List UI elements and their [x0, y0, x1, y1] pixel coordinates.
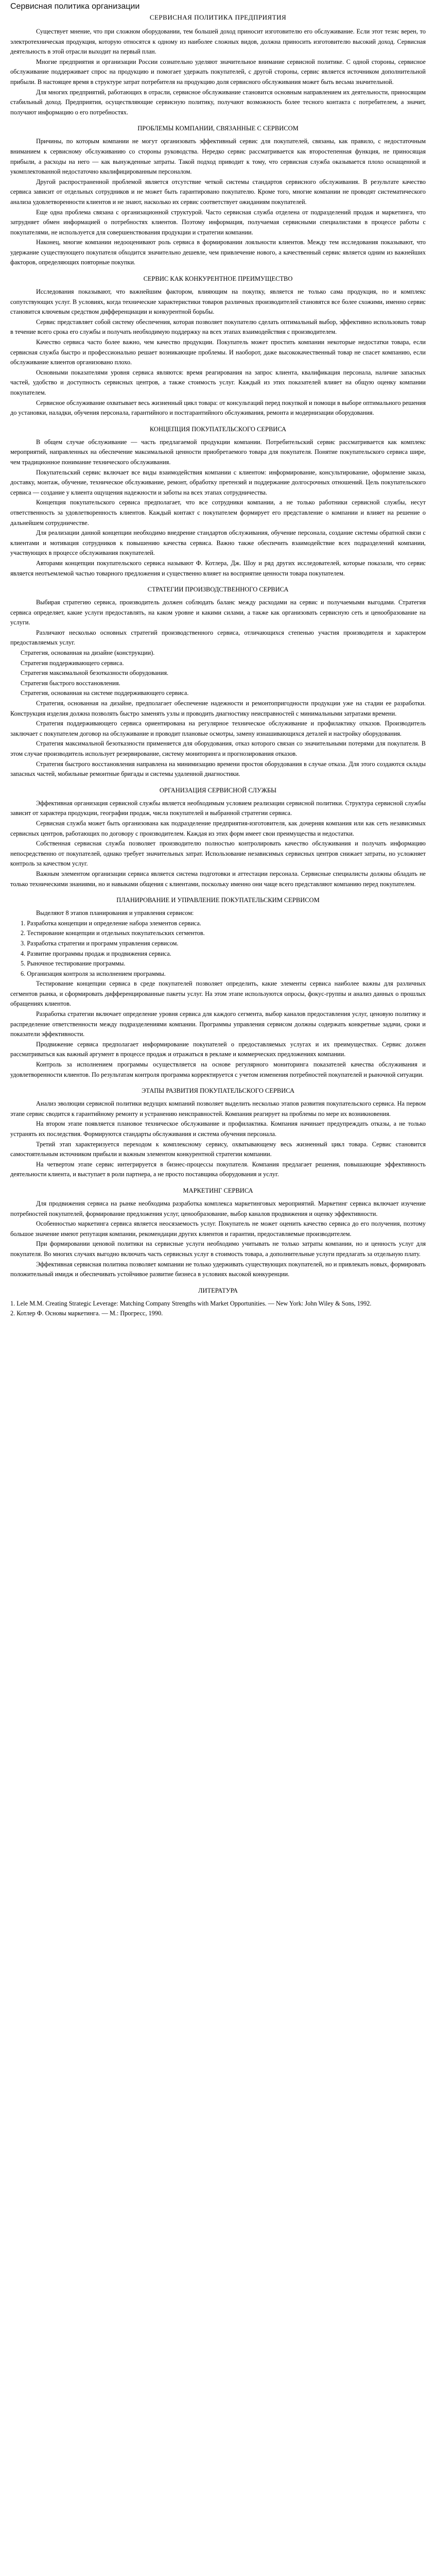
- paragraph: Стратегия, основанная на дизайне, предполагает обеспечение надежности и ремонтопригодности продукции уже на стадии ее разработки. Конструкция изделия должна позволять быстро заменять узлы и проводить диагностику неисправностей с минимальными затратами времени.: [10, 700, 426, 717]
- paragraph: Продвижение сервиса предполагает информирование покупателей о предоставляемых услугах и их преимуществах. Сервис должен рассматриваться как важный аргумент в процессе продаж и отражаться в рекламе и коммерческих предложениях компании.: [10, 1040, 426, 1058]
- section-heading: МАРКЕТИНГ СЕРВИСА: [183, 1187, 253, 1194]
- document-title: Сервисная политика организации: [10, 2, 140, 11]
- paragraph: Еще одна проблема связана с организационной структурой. Часто сервисная служба отделена от подразделений продаж и маркетинга, что затрудняет обмен информацией о потребностях клиентов. Поэтому информация, получаемая сервисными специалистами в процессе работы с покупателями, не используется для совершенствования продукции и стратегии компании.: [10, 208, 426, 236]
- reference-item: 1. Lele M.M. Creating Strategic Leverage: Matching Company Strengths with Market Opportunities. — New York: John Wiley & Sons, 1992.: [10, 1299, 372, 1307]
- section-heading: ПЛАНИРОВАНИЕ И УПРАВЛЕНИЕ ПОКУПАТЕЛЬСКИМ СЕРВИСОМ: [116, 896, 320, 904]
- paragraph: Разработка стратегии включает определение уровня сервиса для каждого сегмента, выбор каналов предоставления услуг, ценовую политику и распределение ответственности между подразделениями компании. Программы управления сервисом должны содержать конкретные задачи, сроки и показатели эффективности.: [10, 1010, 426, 1038]
- paragraph: Концепция покупательского сервиса предполагает, что все сотрудники компании, а не только работники сервисной службы, несут ответственность за удовлетворенность клиентов. Каждый контакт с покупателем формирует его представление о компании и влияет на решение о дальнейшем сотрудничестве.: [10, 499, 426, 527]
- paragraph: Эффективная сервисная политика позволяет компании не только удерживать существующих покупателей, но и привлекать новых, формировать положительный имидж и обеспечивать устойчивое развитие бизнеса в условиях высокой конкуренции.: [10, 1260, 426, 1278]
- list-item: Стратегия, основанная на дизайне (конструкции).: [21, 649, 155, 657]
- paragraph: Для реализации данной концепции необходимо внедрение стандартов обслуживания, обучение персонала, создание системы обратной связи с клиентами и мотивация сотрудников к повышению качества сервиса. Важно также обеспечить взаимодействие всех подразделений компании, участвующих в процессе обслуживания покупателей.: [10, 529, 426, 557]
- paragraph: Авторами концепции покупательского сервиса называют Ф. Котлера, Дж. Шоу и ряд других исследователей, которые показали, что сервис является неотъемлемой частью товарного предложения и существенно влияет на восприятие ценности товара покупателем.: [10, 559, 426, 577]
- section-heading: ПРОБЛЕМЫ КОМПАНИИ, СВЯЗАННЫЕ С СЕРВИСОМ: [137, 125, 299, 132]
- list-item: 1. Разработка концепции и определение набора элементов сервиса.: [21, 919, 201, 927]
- list-item: Стратегия максимальной безотказности оборудования.: [21, 669, 169, 677]
- paragraph: Выбирая стратегию сервиса, производитель должен соблюдать баланс между расходами на сервис и получаемыми выгодами. Стратегия сервиса определяет, какие услуги предоставлять, на каком уровне и какими силами, а также как организовать сервисную сеть и ценообразование на услуги.: [10, 599, 426, 626]
- references-heading: ЛИТЕРАТУРА: [198, 1286, 238, 1294]
- paragraph: Сервисное обслуживание охватывает весь жизненный цикл товара: от консультаций перед покупкой и помощи в выборе оптимального решения до установки, наладки, обучения персонала, гарантийного и постгарантийного обслуживания, ремонта и модернизации оборудования.: [10, 399, 426, 417]
- paragraph: Стратегия максимальной безотказности применяется для оборудования, отказ которого связан со значительными потерями для покупателя. В этом случае производитель использует резервирование, систему мониторинга и прогнозирования отказов.: [10, 740, 426, 757]
- document-subtitle: СЕРВИСНАЯ ПОЛИТИКА ПРЕДПРИЯТИЯ: [149, 13, 287, 21]
- paragraph: Стратегия поддерживающего сервиса ориентирована на регулярное техническое обслуживание и профилактику отказов. Производитель заключает с покупателем договор на обслуживание и проводит плановые осмотры, замену изнашивающихся деталей и настройку оборудования.: [10, 720, 426, 737]
- paragraph: На втором этапе появляется плановое техническое обслуживание и профилактика. Компания начинает предупреждать отказы, а не только устранять их последствия. Формируются стандарты обслуживания и система обучения персонала.: [10, 1120, 426, 1138]
- paragraph: Другой распространенной проблемой является отсутствие четкой системы стандартов сервисного обслуживания. В результате качество сервиса зависит от отдельных сотрудников и не может быть гарантировано покупателю. Кроме того, многие компании не проводят систематического анализа удовлетворенности клиентов и не знают, насколько их сервис соответствует ожиданиям покупателей.: [10, 178, 426, 206]
- paragraph: Для многих предприятий, работающих в отрасли, сервисное обслуживание становится основным направлением их деятельности, приносящим стабильный доход. Предприятия, осуществляющие сервисную политику, получают возможность более тесного контакта с потребителем, а значит, получают информацию о его потребностях.: [10, 88, 426, 116]
- list-item: 2. Тестирование концепции и отдельных покупательских сегментов.: [21, 929, 205, 937]
- section-heading: СЕРВИС КАК КОНКУРЕНТНОЕ ПРЕИМУЩЕСТВО: [143, 275, 293, 283]
- paragraph: На четвертом этапе сервис интегрируется в бизнес-процессы покупателя. Компания предлагает решения, повышающие эффективность деятельности клиента, и выступает в роли партнера, а не просто поставщика оборудования и услуг.: [10, 1160, 426, 1178]
- paragraph: Различают несколько основных стратегий производственного сервиса, отличающихся степенью участия производителя и характером предоставляемых услуг.: [10, 629, 426, 647]
- paragraph: Тестирование концепции сервиса в среде покупателей позволяет определить, какие элементы сервиса наиболее важны для различных сегментов рынка, и сформировать дифференцированные пакеты услуг. На этом этапе используются опросы, фокус-группы и анализ данных о прошлых обращениях клиентов.: [10, 980, 426, 1008]
- paragraph: Покупательский сервис включает все виды взаимодействия компании с клиентом: информирование, консультирование, оформление заказа, доставку, монтаж, обучение, техническое обслуживание, ремонт, обработку претензий и поддержание долгосрочных отношений. Цель покупательского сервиса — создание у клиента ощущения надежности и заботы на всех этапах сотрудничества.: [10, 468, 426, 496]
- reference-item: 2. Котлер Ф. Основы маркетинга. — М.: Прогресс, 1990.: [10, 1310, 163, 1317]
- paragraph: Стратегия быстрого восстановления направлена на минимизацию времени простоя оборудования в случае отказа. Для этого создаются склады запасных частей, мобильные ремонтные бригады и системы удаленной диагностики.: [10, 760, 426, 778]
- paragraph: Особенностью маркетинга сервиса является неосязаемость услуг. Покупатель не может оценить качество сервиса до его получения, поэтому большое значение имеют репутация компании, рекомендации других клиентов и гарантии, предоставляемые производителем.: [10, 1220, 426, 1238]
- paragraph: В общем случае обслуживание — часть предлагаемой продукции компании. Потребительский сервис рассматривается как комплекс мероприятий, направленных на обеспечение максимальной ценности приобретаемого товара для покупателя. Понятие покупательского сервиса шире, чем традиционное понимание технического обслуживания.: [10, 438, 426, 466]
- paragraph: Основными показателями уровня сервиса являются: время реагирования на запрос клиента, квалификация персонала, наличие запасных частей, удобство и доступность сервисных центров, а также стоимость услуг. Каждый из этих показателей влияет на общую оценку компании покупателем.: [10, 368, 426, 396]
- section-heading: КОНЦЕПЦИЯ ПОКУПАТЕЛЬСКОГО СЕРВИСА: [149, 425, 287, 433]
- paragraph: Существует мнение, что при сложном оборудовании, тем большей доход приносит изготовителю его обслуживание. Если этот тезис верен, то электротехническая продукция, которую относятся к одному из наиболее сложных видов, должна приносить изготовителю высокий доход. Сервисная деятельность в этой отрасли выходит на первый план.: [10, 28, 426, 56]
- paragraph: Наконец, многие компании недооценивают роль сервиса в формировании лояльности клиентов. Между тем исследования показывают, что удержание существующего покупателя обходится значительно дешевле, чем привлечение нового, а качественный сервис является одним из важнейших факторов, определяющих повторные покупки.: [10, 239, 426, 266]
- paragraph: Третий этап характеризуется переходом к комплексному сервису, охватывающему весь жизненный цикл товара. Сервис становится самостоятельным источником прибыли и важным элементом конкурентной стратегии компании.: [10, 1140, 426, 1158]
- paragraph: Качество сервиса часто более важно, чем качество продукции. Покупатель может простить компании некоторые недостатки товара, если сервисная служба быстро и профессионально решает возникающие проблемы. И наоборот, даже высококачественный товар не спасет компанию, если обслуживание клиентов организовано плохо.: [10, 338, 426, 366]
- paragraph: Причины, по которым компании не могут организовать эффективный сервис для покупателей, связаны, как правило, с недостаточным вниманием к сервисному обслуживанию со стороны руководства. Нередко сервис рассматривается как второстепенная функция, не приносящая прибыли, а расходы на него — как вынужденные затраты. Такой подход приводит к тому, что сервисная служба оказывается плохо оснащенной и укомплектованной недостаточно квалифицированным персоналом.: [10, 138, 426, 176]
- list-item: Стратегия поддерживающего сервиса.: [21, 659, 124, 667]
- paragraph: Сервис представляет собой систему обеспечения, которая позволяет покупателю сделать оптимальный выбор, эффективно использовать товар в течение всего срока его службы и получать необходимую поддержку на всех этапах взаимодействия с производителем.: [10, 318, 426, 336]
- paragraph: Многие предприятия и организации России сознательно уделяют значительное внимание сервисной политике. С одной стороны, сервисное обслуживание поддерживает спрос на продукцию и помогает удержать покупателей, с другой стороны, сервис является источником дополнительной прибыли. В настоящее время в структуре затрат потребителя на продукцию доля сервисного обслуживания может быть весьма значительной.: [10, 58, 426, 86]
- paragraph: При формировании ценовой политики на сервисные услуги необходимо учитывать не только затраты компании, но и ценность услуг для покупателя. Во многих случаях выгодно включать часть сервисных услуг в стоимость товара, а дополнительные услуги предлагать за отдельную плату.: [10, 1240, 426, 1258]
- section-heading: ОРГАНИЗАЦИЯ СЕРВИСНОЙ СЛУЖБЫ: [159, 786, 277, 794]
- paragraph: Важным элементом организации сервиса является система подготовки и аттестации персонала. Сервисные специалисты должны обладать не только техническими знаниями, но и навыками общения с клиентами, поскольку именно они чаще всего представляют компанию перед покупателем.: [10, 870, 426, 888]
- list-item: Стратегия, основанная на системе поддерживающего сервиса.: [21, 689, 189, 697]
- paragraph: Эффективная организация сервисной службы является необходимым условием реализации сервисной политики. Структура сервисной службы зависит от характера продукции, географии продаж, числа покупателей и выбранной стратегии сервиса.: [10, 799, 426, 817]
- section-heading: СТРАТЕГИИ ПРОИЗВОДСТВЕННОГО СЕРВИСА: [147, 586, 289, 594]
- list-item: 5. Рыночное тестирование программы.: [21, 960, 126, 968]
- paragraph: Выделяют 8 этапов планирования и управления сервисом:: [36, 909, 194, 917]
- paragraph: Исследования показывают, что важнейшим фактором, влияющим на покупку, является не только сама продукция, но и комплекс сопутствующих услуг. В условиях, когда технические характеристики товаров различных производителей становятся все более схожими, именно сервис становится ключевым средством дифференциации и конкурентной борьбы.: [10, 288, 426, 316]
- paragraph: Сервисная служба может быть организована как подразделение предприятия-изготовителя, как дочерняя компания или как сеть независимых сервисных центров, работающих по договору с производителем. Каждая из этих форм имеет свои преимущества и недостатки.: [10, 819, 426, 837]
- section-heading: ЭТАПЫ РАЗВИТИЯ ПОКУПАТЕЛЬСКОГО СЕРВИСА: [141, 1087, 295, 1095]
- list-item: 6. Организация контроля за исполнением программы.: [21, 970, 166, 977]
- document-page: [5, 0, 431, 1319]
- paragraph: Собственная сервисная служба позволяет производителю полностью контролировать качество обслуживания и получать информацию непосредственно от покупателей, однако требует значительных затрат. Использование независимых сервисных центров снижает затраты, но усложняет контроль за качеством услуг.: [10, 840, 426, 868]
- list-item: Стратегия быстрого восстановления.: [21, 679, 120, 687]
- references-list: [10, 1299, 426, 1319]
- paragraph: Анализ эволюции сервисной политики ведущих компаний позволяет выделить несколько этапов развития покупательского сервиса. На первом этапе сервис сводится к гарантийному ремонту и устранению неисправностей. Компания реагирует на проблемы по мере их возникновения.: [10, 1100, 426, 1117]
- paragraph: Для продвижения сервиса на рынке необходима разработка комплекса маркетинговых мероприятий. Маркетинг сервиса включает изучение потребностей покупателей, формирование предложения услуг, ценообразование, выбор каналов продвижения и оценку эффективности.: [10, 1199, 426, 1217]
- paragraph: Контроль за исполнением программы осуществляется на основе регулярного мониторинга показателей качества обслуживания и удовлетворенности клиентов. По результатам контроля программа корректируется с учетом изменения потребностей покупателей и рыночной ситуации.: [10, 1061, 426, 1078]
- list-item: 3. Разработка стратегии и программ управления сервисом.: [21, 939, 179, 947]
- list-item: 4. Развитие программы продаж и продвижения сервиса.: [21, 950, 171, 957]
- document-body: [10, 27, 426, 1280]
